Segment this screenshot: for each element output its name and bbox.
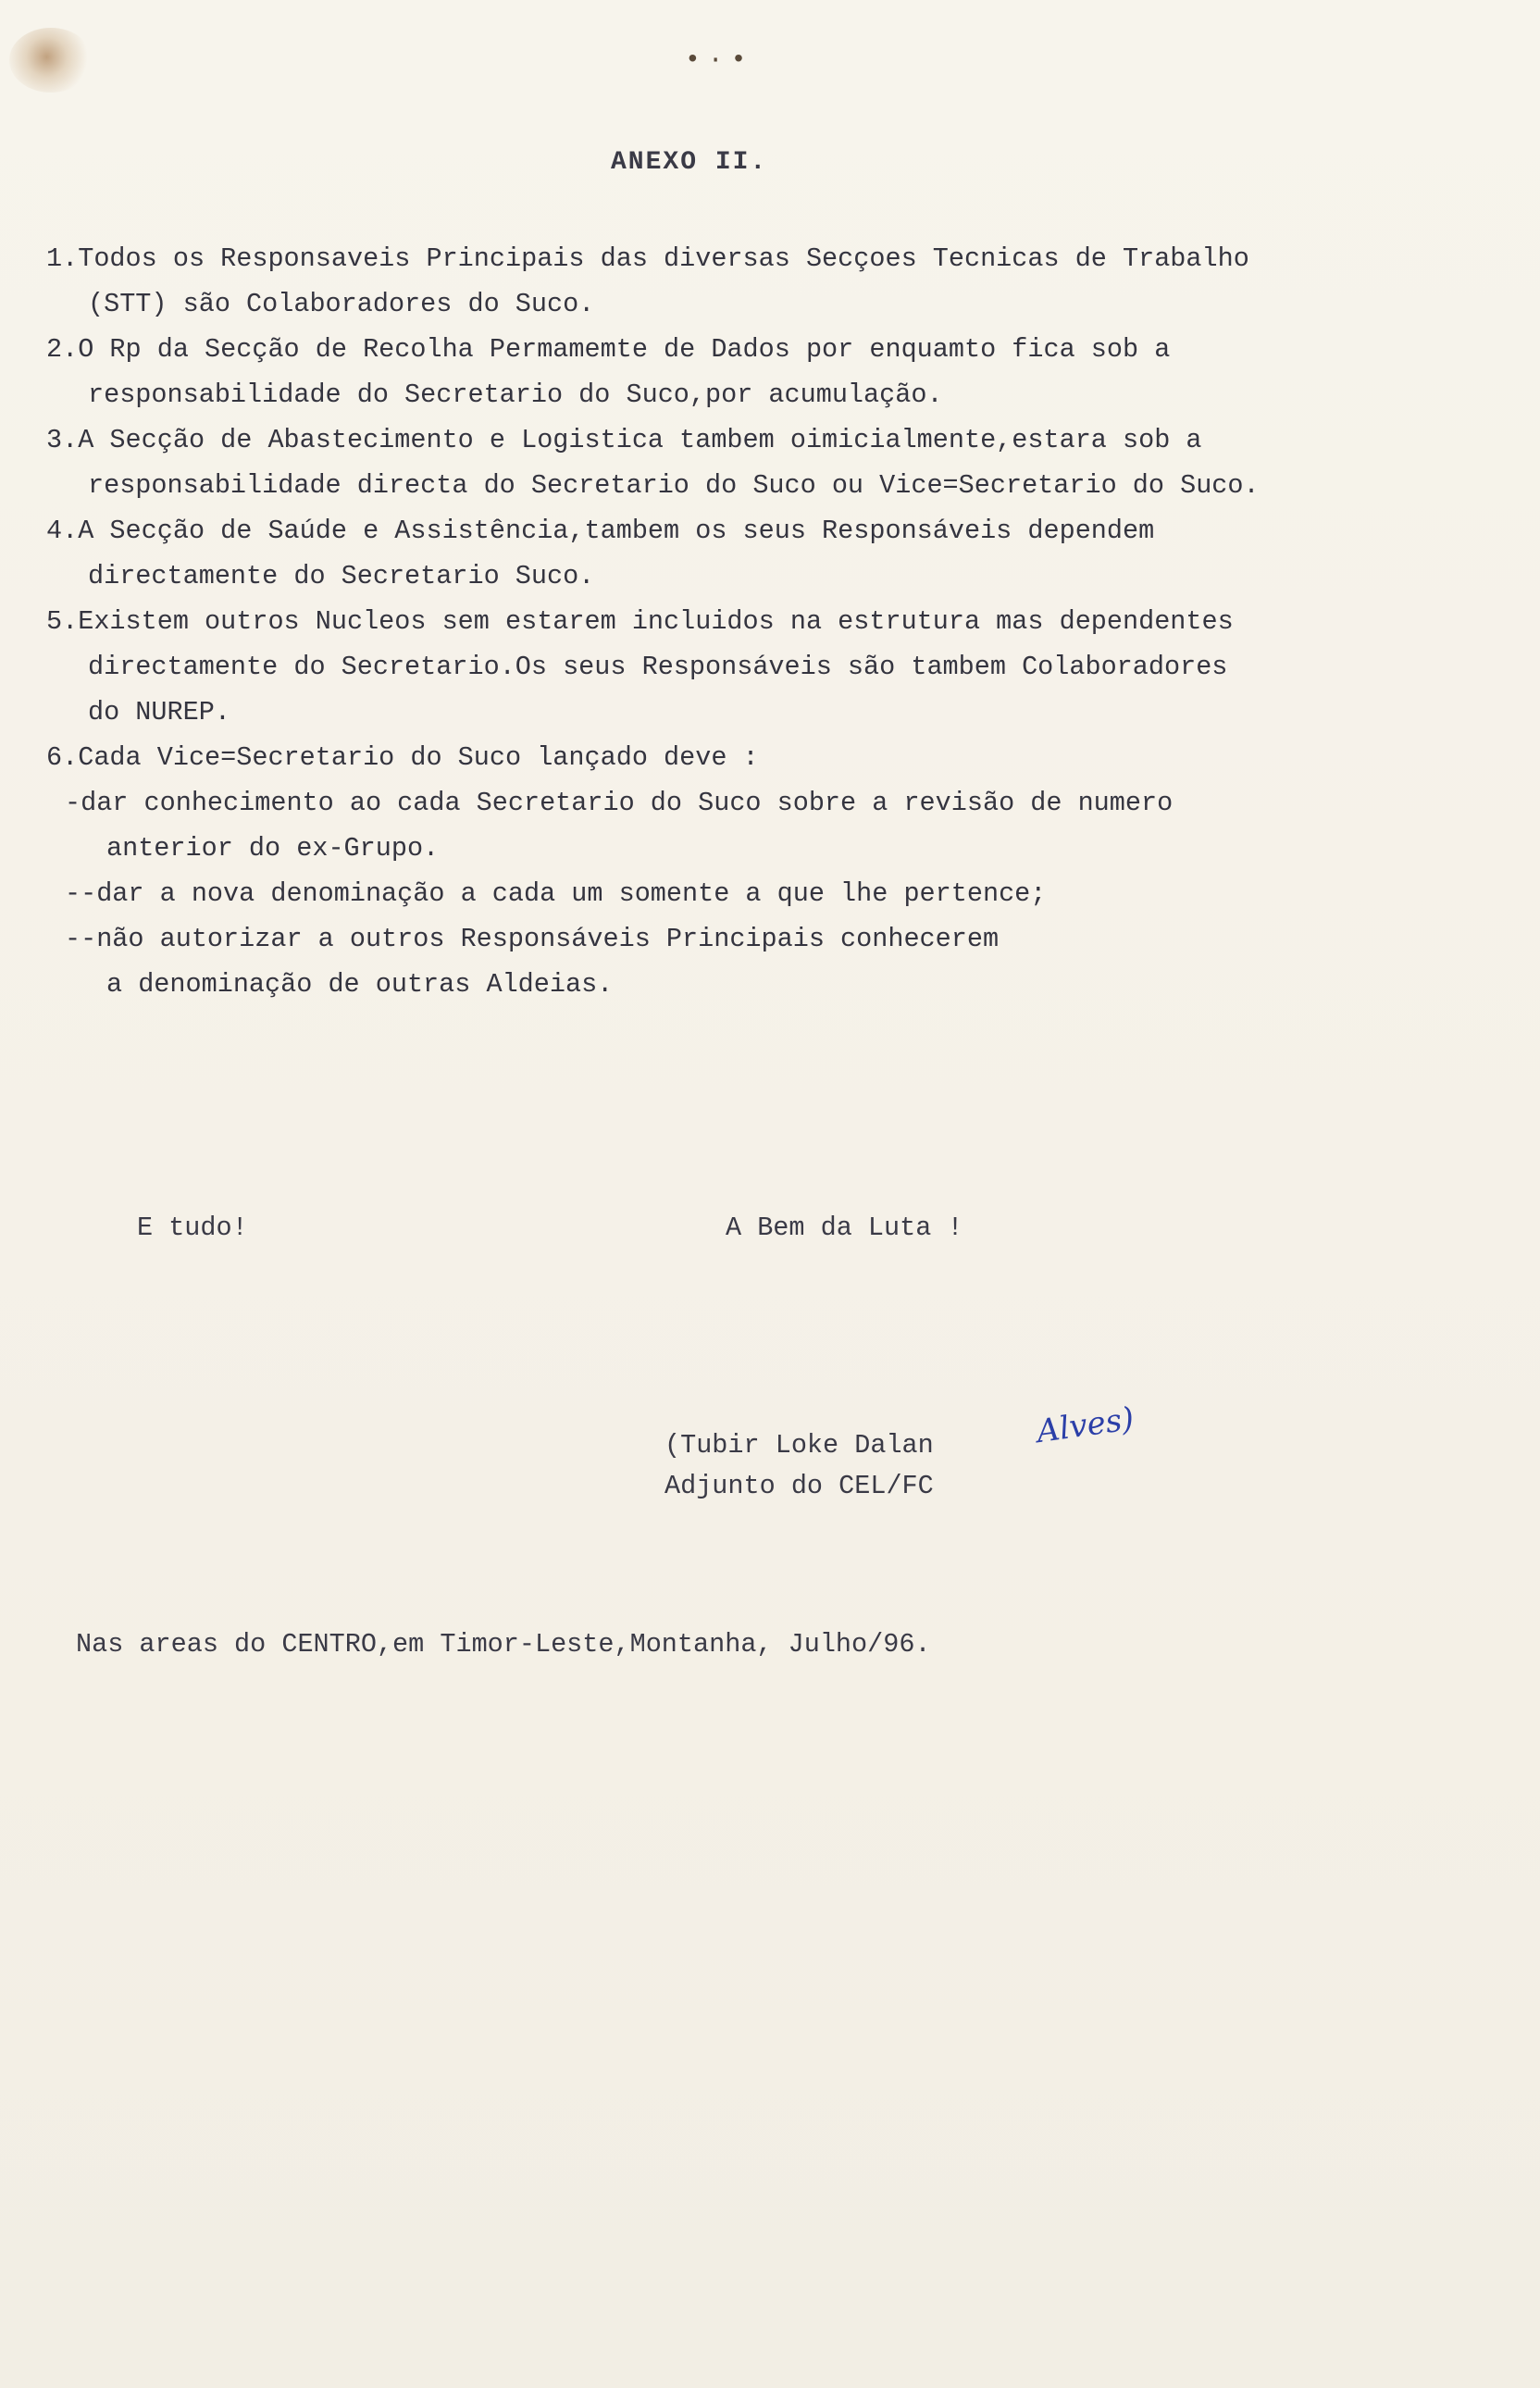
signature-name: (Tubir Loke Dalan [664,1430,934,1461]
sub-item-text-cont: a denominação de outras Aldeias. [106,969,614,1000]
list-item [46,417,1509,508]
list-item [46,327,1509,417]
sub-item-text: --dar a nova denominação a cada um somente a que lhe pertence; [65,878,1047,909]
place-date-footer: Nas areas do CENTRO,em Timor-Leste,Montanha, Julho/96. [76,1629,931,1660]
sub-item-text-cont: anterior do ex-Grupo. [106,833,440,864]
item-number: 2. [46,334,79,365]
item-text-cont: directamente do Secretario.Os seus Responsáveis são tambem Colaboradores [88,652,1228,682]
list-item [46,508,1509,599]
item-number: 5. [46,606,79,637]
list-item [46,599,1509,735]
item-text: Todos os Responsaveis Principais das diversas Secçoes Tecnicas de Trabalho [78,243,1249,274]
item-text-cont: responsabilidade do Secretario do Suco,por acumulação. [88,379,943,410]
staple-marks: •·• [685,46,754,75]
signature-role: Adjunto do CEL/FC [664,1471,934,1501]
list-item [46,735,1509,780]
closing-left: E tudo! [137,1213,248,1243]
handwritten-annotation: Alves) [1034,1399,1136,1451]
item-text-cont: directamente do Secretario Suco. [88,561,595,591]
document-body [46,236,1509,1007]
item-text: Existem outros Nucleos sem estarem incluidos na estrutura mas dependentes [78,606,1234,637]
sub-item [46,916,1509,1007]
item-text: Cada Vice=Secretario do Suco lançado deve : [78,742,759,773]
item-text-cont: do NUREP. [88,697,230,728]
item-number: 3. [46,425,79,455]
item-text: A Secção de Abastecimento e Logistica tambem oimicialmente,estara sob a [78,425,1202,455]
closing-right: A Bem da Luta ! [726,1213,963,1243]
item-number: 4. [46,516,79,546]
sub-item [46,871,1509,916]
item-number: 6. [46,742,79,773]
sub-item-text: -dar conhecimento ao cada Secretario do Suco sobre a revisão de numero [65,788,1174,818]
signature-block [664,1425,934,1507]
document-title: ANEXO II. [611,148,768,177]
item-text-cont: (STT) são Colaboradores do Suco. [88,289,595,319]
item-text-cont: responsabilidade directa do Secretario do Suco ou Vice=Secretario do Suco. [88,470,1260,501]
item-number: 1. [46,243,79,274]
sub-item [46,780,1509,871]
item-text: A Secção de Saúde e Assistência,tambem os seus Responsáveis dependem [78,516,1155,546]
list-item [46,236,1509,327]
sub-item-text: --não autorizar a outros Responsáveis Principais conhecerem [65,924,1000,954]
item-text: O Rp da Secção de Recolha Permamemte de Dados por enquamto fica sob a [78,334,1171,365]
rust-stain [9,28,93,93]
